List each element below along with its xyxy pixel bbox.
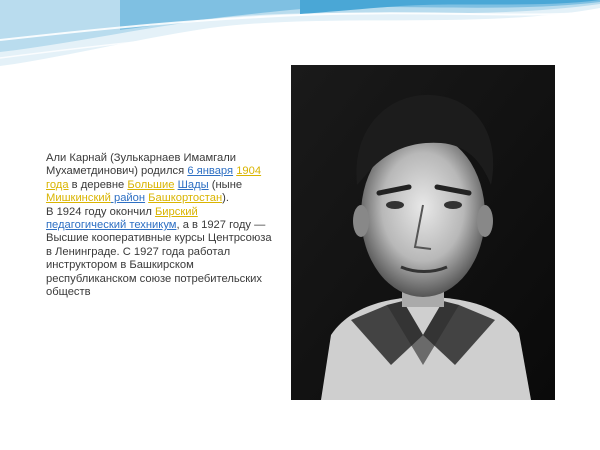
education-intro-text: В 1924 году окончил: [46, 205, 155, 218]
school-link-birsky[interactable]: Бирский: [154, 205, 198, 218]
school-link-technikum[interactable]: педагогический техникум: [46, 219, 177, 232]
career-text: , а в 1927 году — Высшие кооперативные курсы Центрсоюза в Ленинграде. С 1927 года работал инструктором в Башкирском республиканском союзе потребительских обществ: [46, 219, 272, 299]
birth-date-link[interactable]: 6 января: [187, 165, 234, 178]
district-link-mishkinsky[interactable]: Мишкинский: [46, 192, 111, 205]
village-link-bolshie[interactable]: Большие: [127, 178, 175, 191]
portrait-illustration: [291, 65, 555, 400]
bio-paragraph-2: [46, 206, 278, 300]
village-text: в деревне: [68, 178, 128, 191]
region-link-bashkortostan[interactable]: Башкортостан: [148, 192, 223, 205]
now-text: (ныне: [208, 178, 243, 191]
district-link-raion[interactable]: район: [110, 192, 146, 205]
bio-intro-text: Али Карнай (Зулькарнаев Имамгали Мухаметдинович) родился: [46, 152, 236, 178]
village-link-shady[interactable]: Шады: [177, 178, 209, 191]
bio-paragraph-1: Али Карнай (Зулькарнаев Имамгали Мухаметдинович) родился 6 января 1904 года в деревне Большие Шады (ныне Мишкинский район Башкортостан).: [46, 152, 262, 205]
biography-text: [46, 152, 278, 299]
birth-year-link[interactable]: 1904 года: [46, 165, 262, 191]
portrait-photo: [291, 65, 555, 400]
